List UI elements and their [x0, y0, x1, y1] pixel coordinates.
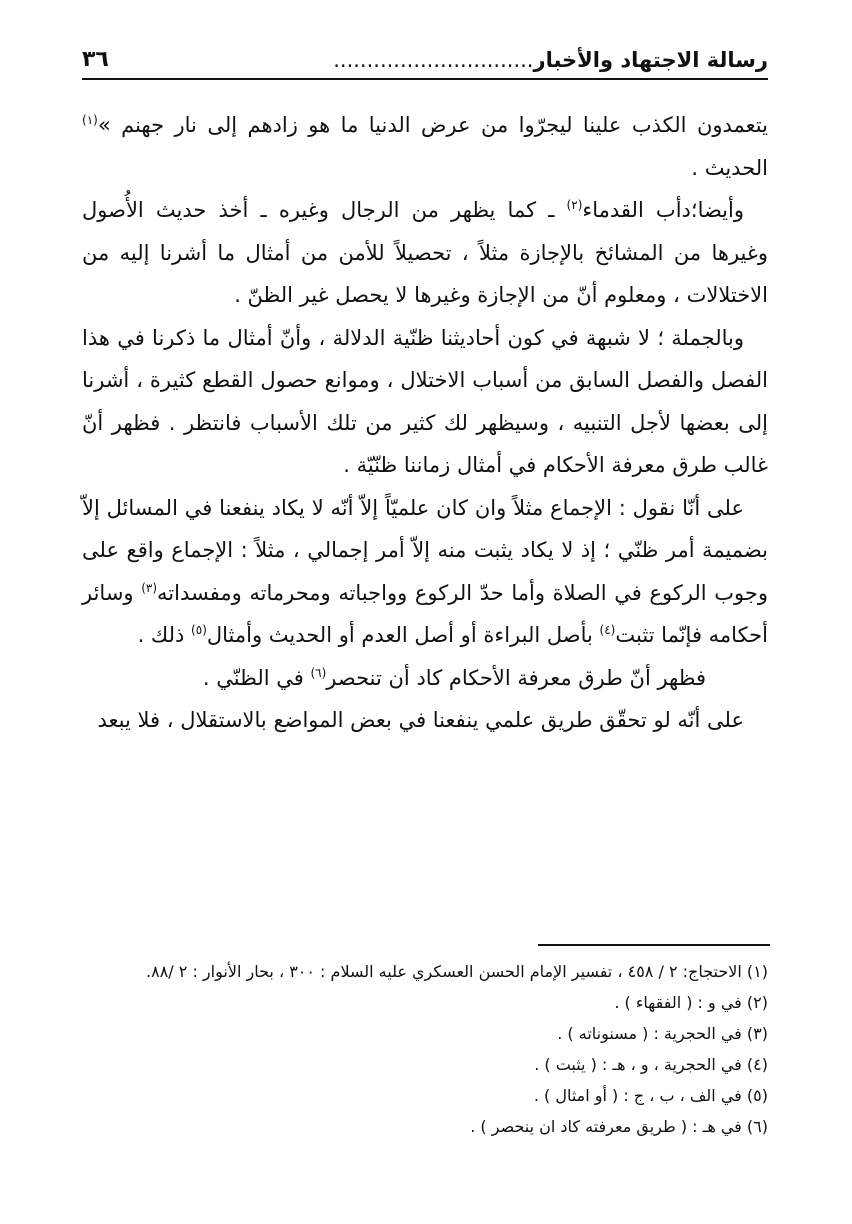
paragraph-5-text-b: في الظنّي . — [202, 665, 311, 690]
footnote-item: (٣) في الحجرية : ( مسنوناته ) . — [557, 1024, 768, 1043]
paragraph-4 — [82, 487, 768, 657]
main-text — [82, 104, 768, 742]
paragraph-5-text-a: فظهر أنّ طرق معرفة الأحكام كاد أن تنحصر — [326, 665, 706, 690]
footnote-item: (١) الاحتجاج: ٢ / ٤٥٨ ، تفسير الإمام الحسن العسكري عليه السلام : ٣٠٠ ، بحار الأنوار : ٢ /٨٨. — [146, 962, 768, 981]
footnote-separator — [538, 944, 770, 946]
paragraph-1-tail: الحديث . — [691, 155, 768, 180]
running-title — [333, 48, 768, 72]
footnotes-list — [82, 956, 768, 1142]
paragraph-1-text: يتعمدون الكذب علينا ليجرّوا من عرض الدنيا ما هو زادهم إلى نار جهنم » — [97, 113, 768, 137]
footnote-ref-1: (١) — [82, 113, 98, 127]
paragraph-1 — [82, 104, 768, 189]
page-number: ٣٦ — [82, 47, 109, 72]
paragraph-2-text-b: ـ كما يظهر من الرجال وغيره ـ أخذ حديث الأُصول وغيرها من المشائخ بالإجازة مثلاً ، تحصيلاً للأمن من أمثال ما أشرنا إليه من الاختلالات ، ومعلوم أنّ من الإجازة وغيرها لا يحصل غير الظنّ . — [82, 198, 768, 307]
paragraph-3 — [82, 317, 768, 487]
paragraph-5 — [82, 657, 768, 700]
footnote-ref-2: (٢) — [566, 198, 583, 212]
footnote-ref-4: (٤) — [599, 623, 616, 637]
footnote-item: (٥) في الف ، ب ، ج : ( أو امثال ) . — [533, 1086, 768, 1105]
footnote-item: (٤) في الحجرية ، و ، هـ : ( يثبت ) . — [534, 1055, 768, 1074]
paragraph-6 — [82, 699, 768, 742]
paragraph-4-text-b: وسائر أحكامه فإنّما تثبت — [82, 580, 768, 647]
paragraph-2 — [82, 189, 768, 317]
paragraph-3-text: وبالجملة ؛ لا شبهة في كون أحاديثنا ظنّية الدلالة ، وأنّ أمثال ما ذكرنا في هذا الفصل والفصل السابق من أسباب الاختلال ، وموانع حصول القطع كثيرة ، أشرنا إلى بعضها لأجل التنبيه ، وسيظهر لك كثير من تلك الأسباب فانتظر . فظهر أنّ غالب طرق معرفة الأحكام في أمثال زماننا ظنّيّة . — [82, 325, 768, 477]
footnote-item: (٦) في هـ : ( طريق معرفته كاد ان ينحصر ) . — [470, 1117, 768, 1136]
footnote-ref-6: (٦) — [310, 665, 327, 680]
paragraph-4-text-a: على أنّا نقول : الإجماع مثلاً وان كان علميّاً إلاّ أنّه لا يكاد ينفعنا في المسائل إلاّ بضميمة أمر ظنّي ؛ إذ لا يكاد يثبت منه إلاّ أمر إجمالي ، مثلاً : الإجماع واقع على وجوب الركوع في الصلاة وأما حدّ الركوع وواجباته ومحرماته ومفسداته — [82, 495, 768, 605]
paragraph-6-text: على أنّه لو تحقّق طريق علمي ينفعنا في بعض المواضع بالاستقلال ، فلا يبعد — [97, 708, 744, 732]
paragraph-2-text-a: وأيضا؛دأب القدماء — [582, 198, 744, 222]
header-title-text: رسالة الاجتهاد والأخبار — [533, 48, 768, 72]
header-leader-dots: .............................. — [333, 48, 534, 72]
paragraph-4-text-c: بأصل البراءة أو أصل العدم أو الحديث وأمثال — [206, 623, 600, 647]
page-header — [82, 36, 768, 80]
footnote-item: (٢) في و : ( الفقهاء ) . — [614, 993, 768, 1012]
footnote-ref-5: (٥) — [191, 623, 207, 637]
paragraph-4-text-d: ذلك . — [137, 623, 192, 647]
footnote-ref-3: (٣) — [141, 580, 158, 595]
